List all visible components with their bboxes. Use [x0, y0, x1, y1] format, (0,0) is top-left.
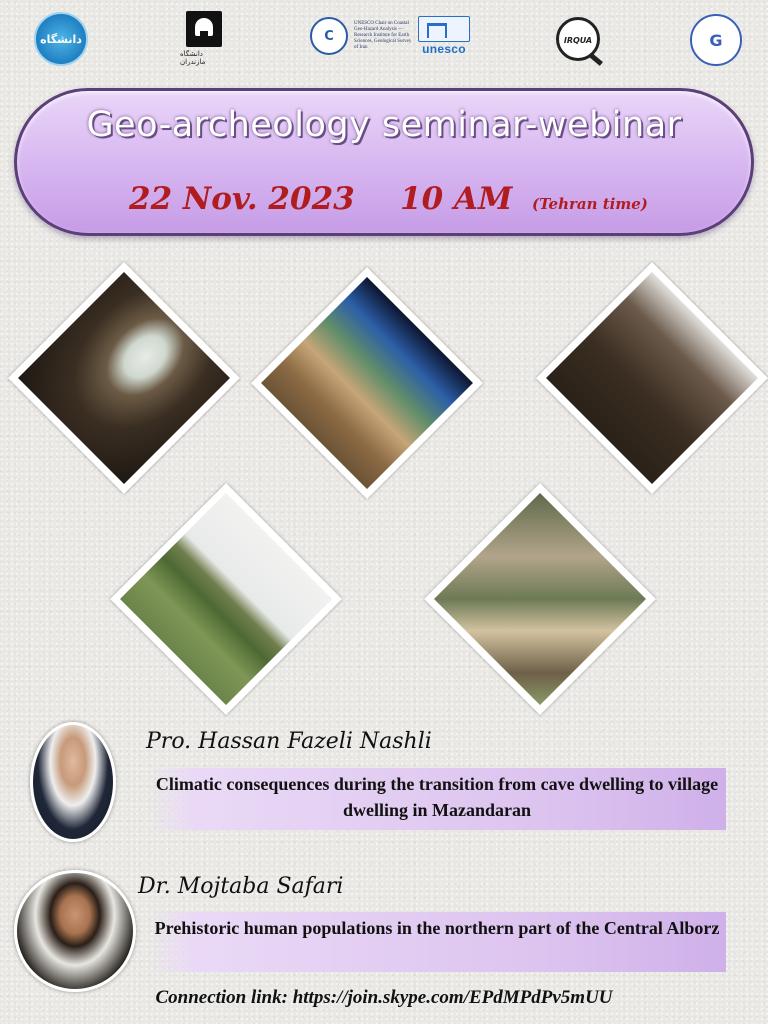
unesco-temple-icon — [418, 16, 470, 42]
geological-survey-logo — [690, 14, 742, 66]
geological-survey-seal-icon: G — [709, 30, 723, 50]
connection-label: Connection link: — [155, 987, 288, 1008]
seminar-date: 22 Nov. 2023 — [129, 181, 355, 217]
excavation-trench-photo — [536, 262, 768, 494]
speaker-2-avatar — [14, 870, 136, 992]
mazandaran-university-logo — [180, 10, 228, 66]
speaker-1-avatar — [30, 722, 116, 842]
unesco-chair-text: UNESCO Chair on Coastal Geo-Hazard Analysis — Research Institute for Earth Sciences, Geological Survey of Iran — [354, 21, 412, 50]
satellite-terrain-photo — [251, 267, 483, 499]
speaker-1-talk-title: Climatic consequences during the transition from cave dwelling to village dwelling in Mazandaran — [148, 768, 726, 830]
cave-photo — [8, 262, 240, 494]
seminar-time: 10 AM — [400, 181, 513, 217]
tree-emblem-icon — [186, 11, 222, 47]
irqua-logo — [555, 10, 601, 68]
connection-link-line — [0, 987, 768, 1009]
speaker-2-name: Dr. Mojtaba Safari — [138, 874, 344, 899]
speaker-2-talk-title: Prehistoric human populations in the northern part of the Central Alborz — [148, 912, 726, 972]
unesco-chair-logo — [310, 14, 470, 58]
mazandaran-caption: دانشگاه مازندران — [180, 49, 206, 66]
green-hill-photo — [110, 483, 342, 715]
university-of-tehran-glyph: دانشگاه — [40, 32, 82, 46]
university-of-tehran-logo — [34, 12, 88, 66]
speaker-1-name: Pro. Hassan Fazeli Nashli — [146, 729, 432, 754]
unesco-chair-seal-icon: C — [310, 17, 348, 55]
title-banner — [14, 88, 754, 236]
connection-url-link[interactable]: https://join.skype.com/EPdMPdPv5mUU — [292, 987, 613, 1008]
irqua-name: IRQUA — [563, 35, 593, 45]
unesco-wordmark: unesco — [422, 42, 466, 56]
seminar-timezone: (Tehran time) — [532, 195, 648, 213]
seminar-title: Geo-archeology seminar-webinar — [86, 105, 682, 145]
aerial-site-photo — [424, 483, 656, 715]
